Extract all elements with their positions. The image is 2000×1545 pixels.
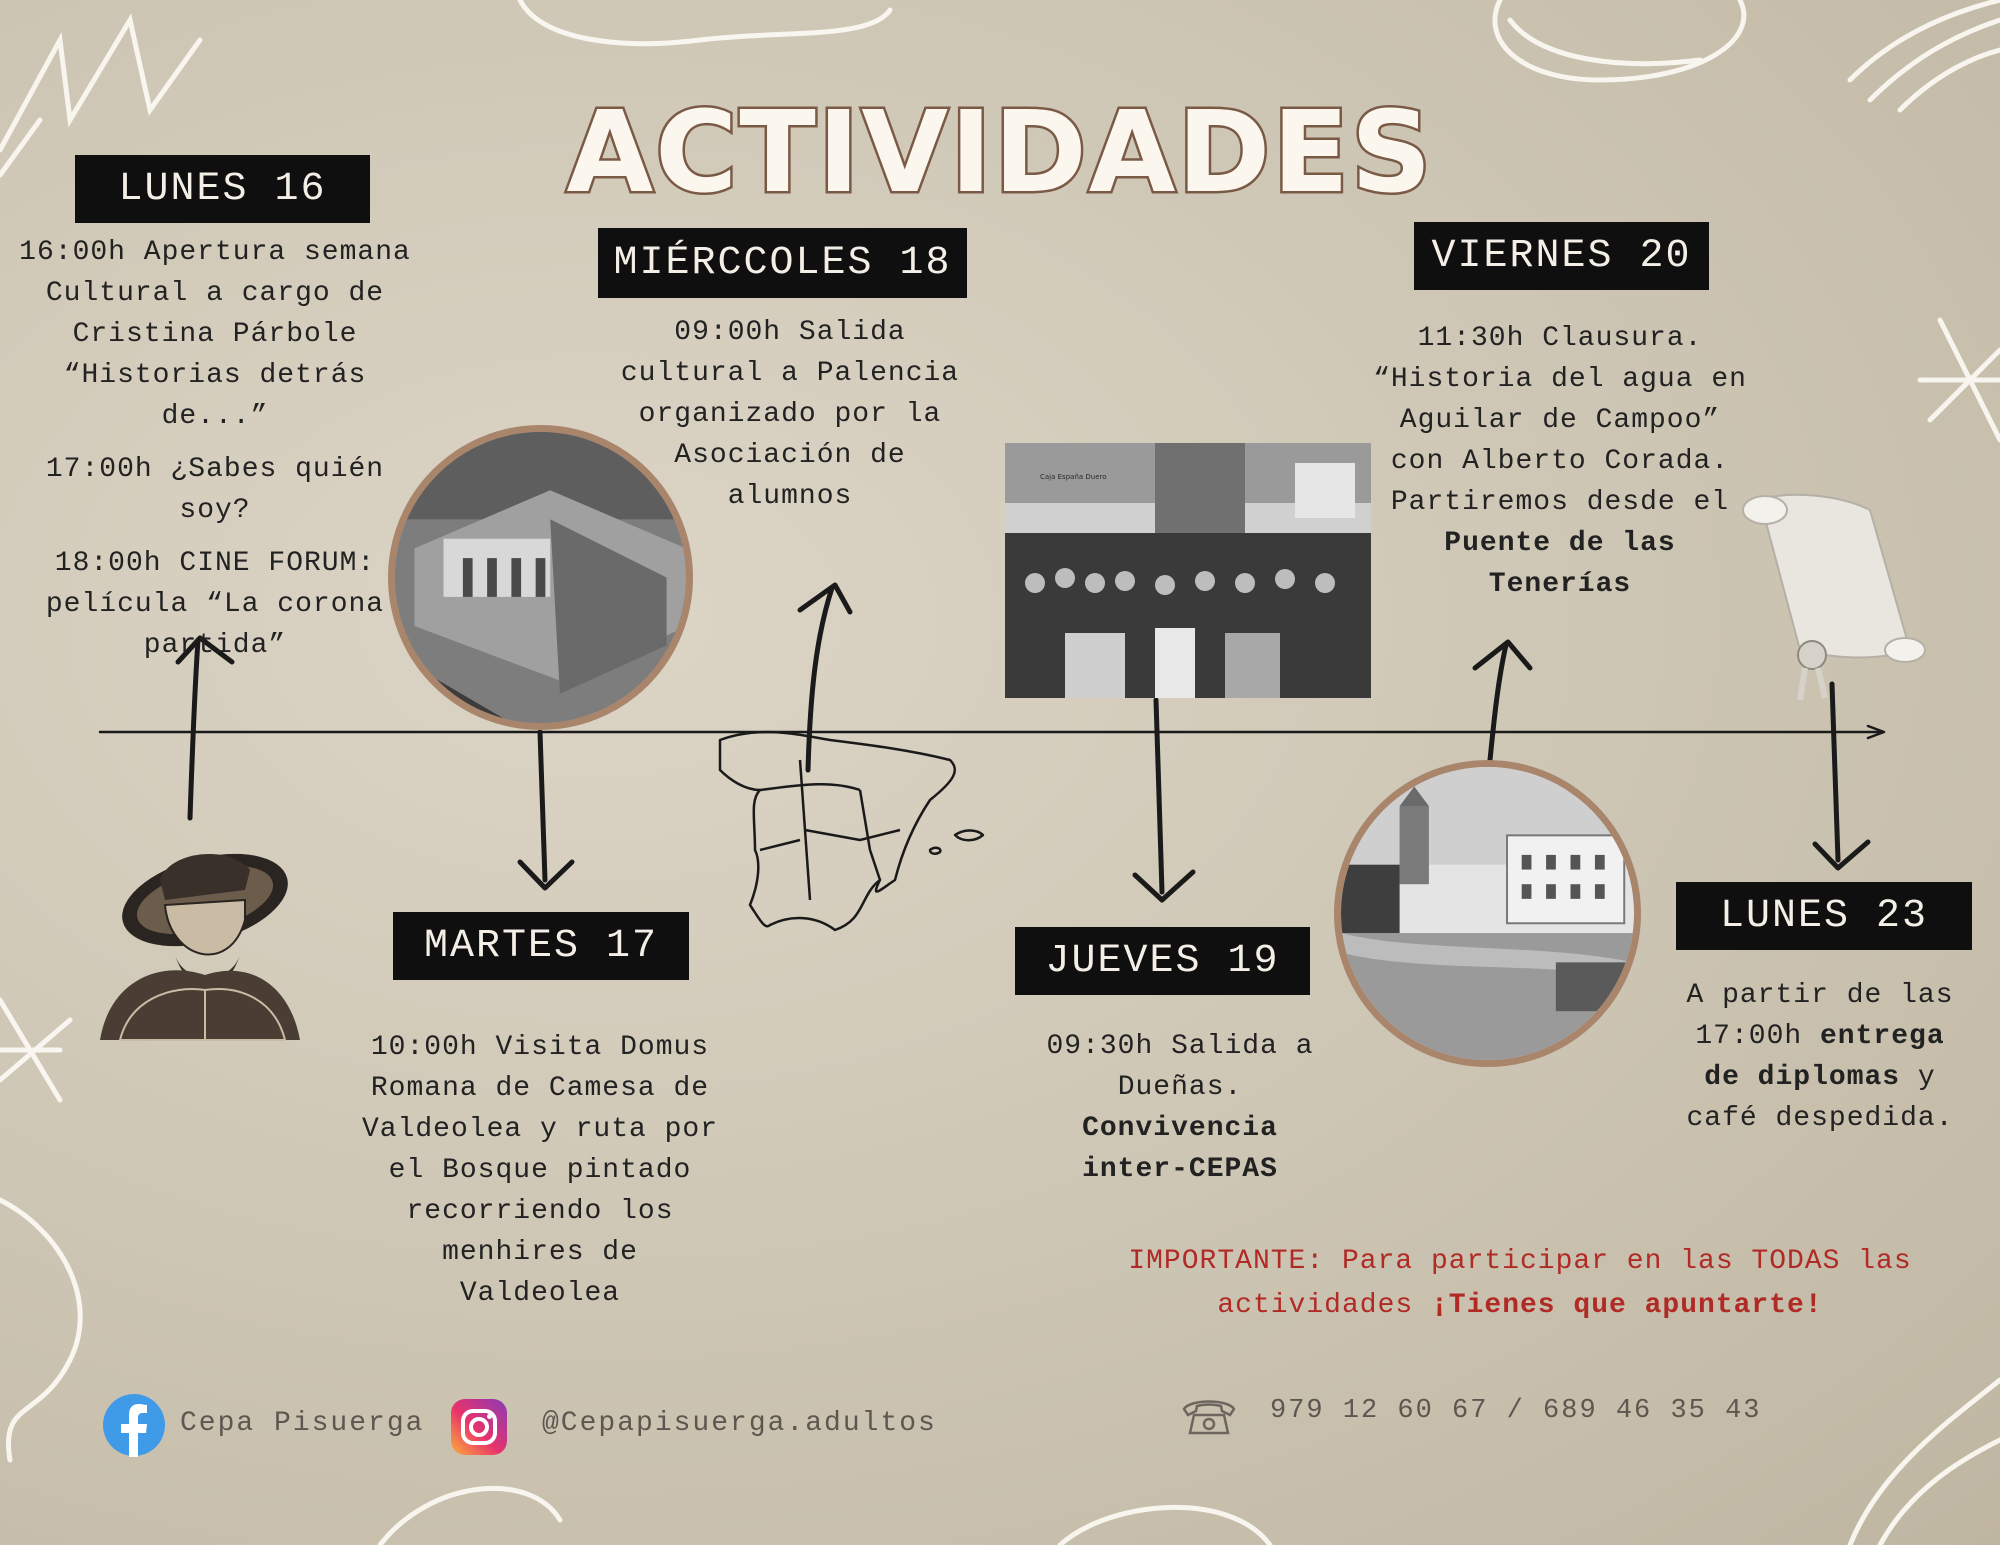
lunes-23-line xyxy=(1640,1057,2000,1098)
facebook-handle[interactable]: Cepa Pisuerga xyxy=(180,1408,425,1439)
label-lunes-16: LUNES 16 xyxy=(75,155,370,223)
facebook-icon xyxy=(102,1393,166,1457)
miercoles-18-line: Asociación de xyxy=(674,440,906,471)
viernes-20-line: “Historia del agua en xyxy=(1373,364,1747,395)
martes-17-line: Valdeolea y ruta por xyxy=(361,1114,719,1145)
lunes-16-line: Cristina Párbole xyxy=(72,319,358,350)
important-notice xyxy=(1070,1240,1970,1328)
martes-17-events xyxy=(330,1027,750,1314)
jueves-19-line: Convivencia xyxy=(1082,1113,1278,1144)
important-emphasis: ¡Tienes que apuntarte! xyxy=(1430,1290,1823,1321)
instagram-icon xyxy=(450,1398,508,1456)
event-hall-image xyxy=(1005,443,1371,698)
miercoles-18-line: alumnos xyxy=(727,481,853,512)
lunes-23-events xyxy=(1640,975,2000,1139)
lunes-16-line: 16:00h Apertura semana xyxy=(19,237,411,268)
miercoles-18-line: organizado por la xyxy=(638,399,942,430)
viernes-20-line: Puente de las xyxy=(1444,528,1676,559)
event-hall-photo xyxy=(1005,443,1371,698)
aguilar-river-photo xyxy=(1334,760,1641,1067)
martes-17-line: Romana de Camesa de xyxy=(370,1073,710,1104)
miercoles-18-events xyxy=(590,312,990,517)
lunes-23-time: 17:00h xyxy=(1695,1021,1820,1052)
label-miercoles-18: MIÉRCCOLES 18 xyxy=(598,228,967,298)
aguilar-river-image xyxy=(1341,767,1634,1060)
jueves-19-line: 09:30h Salida a xyxy=(1046,1031,1314,1062)
lunes-23-line: A partir de las xyxy=(1686,980,1954,1011)
martes-17-line: el Bosque pintado xyxy=(388,1155,692,1186)
lunes-16-line: partida” xyxy=(143,630,287,661)
miercoles-18-line: 09:00h Salida xyxy=(674,317,906,348)
phone-icon xyxy=(1180,1395,1238,1437)
label-jueves-19: JUEVES 19 xyxy=(1015,927,1310,995)
phone-numbers[interactable]: 979 12 60 67 / 689 46 35 43 xyxy=(1270,1396,1762,1426)
instagram-link[interactable] xyxy=(450,1398,508,1456)
viernes-20-line: Tenerías xyxy=(1488,569,1632,600)
jueves-19-line: Dueñas. xyxy=(1117,1072,1243,1103)
instagram-handle[interactable]: @Cepapisuerga.adultos xyxy=(542,1408,937,1439)
viernes-20-line: Partiremos desde el xyxy=(1390,487,1730,518)
jueves-19-events xyxy=(1000,1026,1360,1190)
label-lunes-23: LUNES 23 xyxy=(1676,882,1972,950)
lunes-23-bold: entrega xyxy=(1820,1021,1945,1052)
lunes-16-line: 17:00h ¿Sabes quién soy? xyxy=(45,454,385,526)
important-line xyxy=(1070,1284,1970,1328)
phone-icon-wrap xyxy=(1180,1395,1238,1437)
lunes-23-bold: de diplomas xyxy=(1704,1062,1901,1093)
viernes-20-line: Aguilar de Campoo” xyxy=(1399,405,1721,436)
martes-17-line: 10:00h Visita Domus xyxy=(370,1032,710,1063)
page-title: ACTIVIDADES xyxy=(566,88,1434,218)
lunes-16-line: película “La corona xyxy=(45,589,385,620)
lunes-23-suffix: y xyxy=(1900,1062,1936,1093)
important-text: actividades xyxy=(1217,1290,1431,1321)
lunes-16-events xyxy=(15,232,415,666)
martes-17-line: recorriendo los xyxy=(406,1196,674,1227)
lunes-23-line xyxy=(1640,1016,2000,1057)
facebook-link[interactable] xyxy=(102,1393,166,1457)
viernes-20-events xyxy=(1360,318,1760,605)
label-viernes-20: VIERNES 20 xyxy=(1414,222,1709,290)
viernes-20-line: 11:30h Clausura. xyxy=(1417,323,1703,354)
jueves-19-line: inter-CEPAS xyxy=(1082,1154,1278,1185)
lunes-16-line: Cultural a cargo de xyxy=(45,278,385,309)
martes-17-line: menhires de xyxy=(442,1237,638,1268)
viernes-20-line: con Alberto Corada. xyxy=(1390,446,1730,477)
hall-sign-text: Caja España Duero xyxy=(1040,473,1107,481)
lunes-16-line: 18:00h CINE FORUM: xyxy=(54,548,376,579)
important-line: IMPORTANTE: Para participar en las TODAS las xyxy=(1128,1246,1912,1277)
label-martes-17: MARTES 17 xyxy=(393,912,689,980)
martes-17-line: Valdeolea xyxy=(459,1278,621,1309)
lunes-23-line: café despedida. xyxy=(1686,1103,1954,1134)
lunes-16-line: “Historias detrás de...” xyxy=(63,360,367,432)
miercoles-18-line: cultural a Palencia xyxy=(620,358,960,389)
